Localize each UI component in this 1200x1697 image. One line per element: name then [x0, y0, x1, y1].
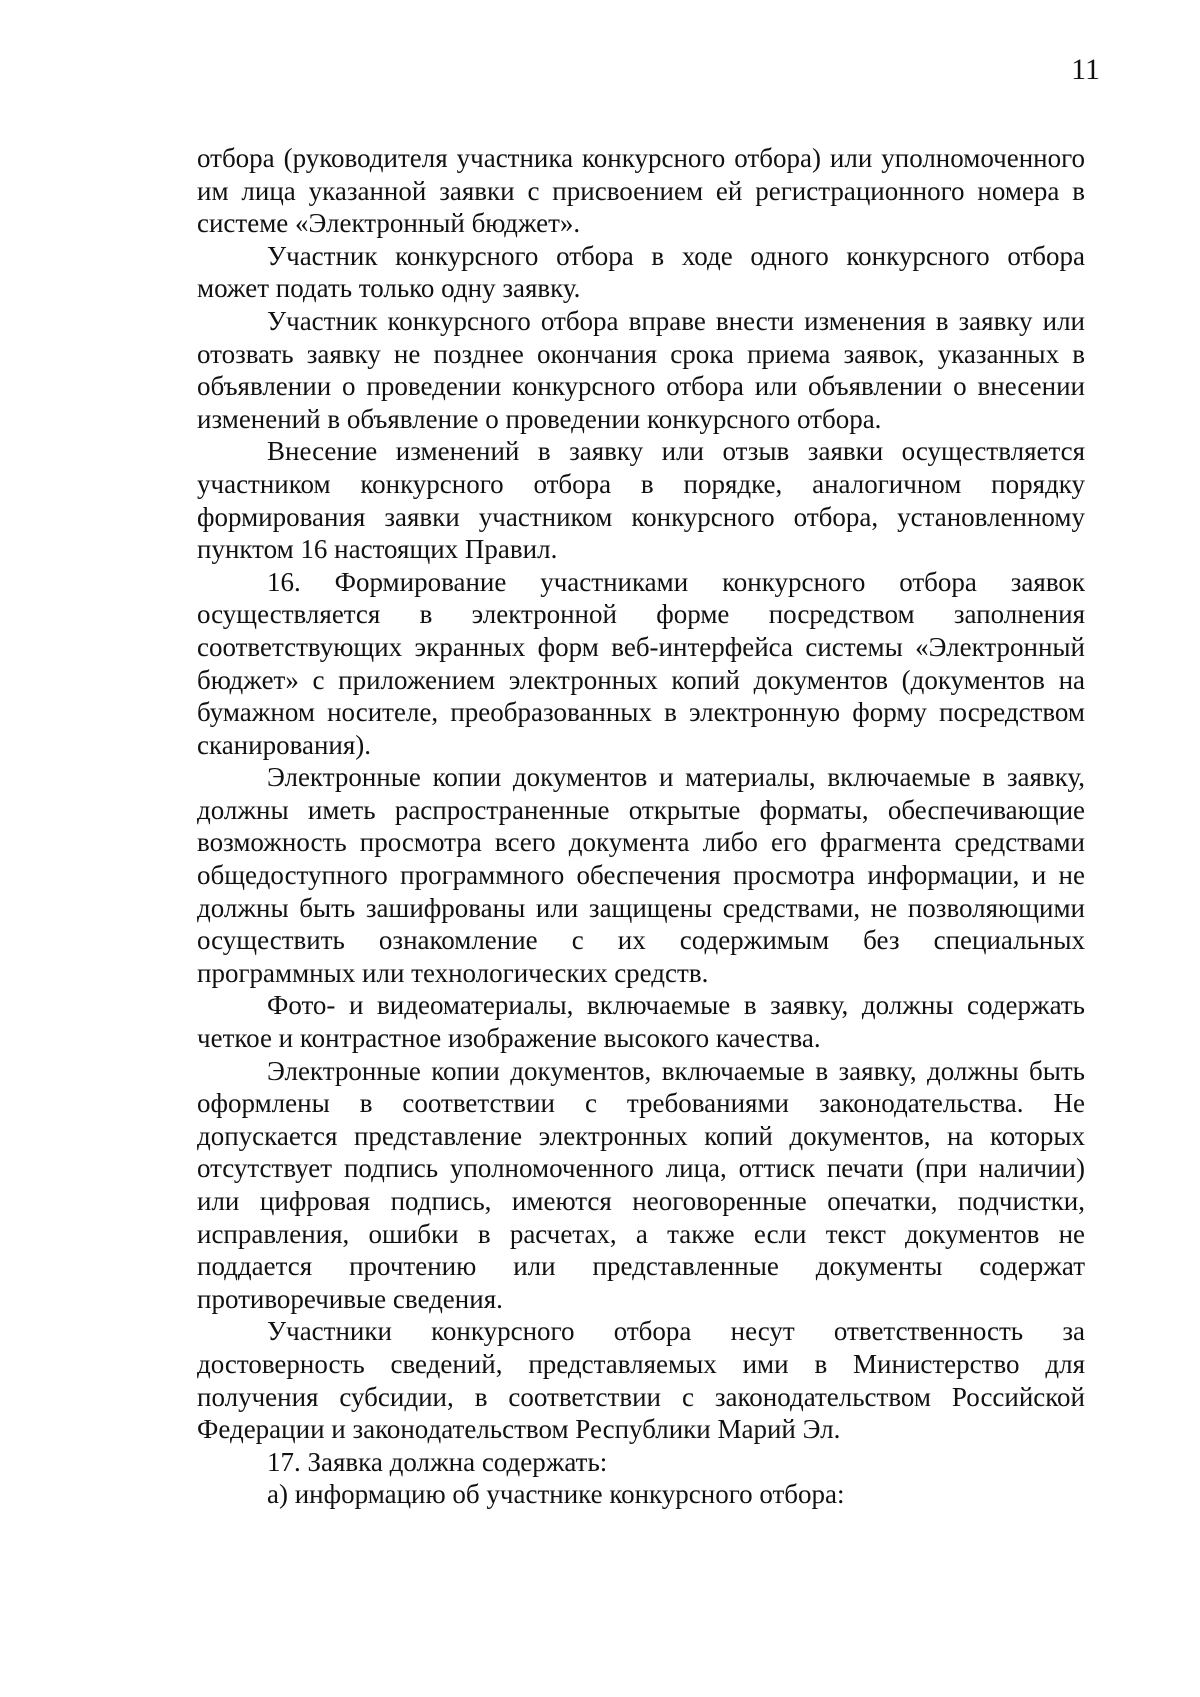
page-number: 11 [1071, 53, 1100, 86]
paragraph-change-procedure: Внесение изменений в заявку или отзыв заявки осуществляется участником конкурсного отбора в порядке, аналогичном порядку формирования заявки участником конкурсного отбора, установленному пунктом 16 настоящих Правил. [197, 436, 1085, 565]
paragraph-change-or-withdraw: Участник конкурсного отбора вправе внести изменения в заявку или отозвать заявку не позднее окончания срока приема заявок, указанных в объявлении о проведении конкурсного отбора или объявлении о внесении изменений в объявление о проведении конкурсного отбора. [197, 305, 1085, 434]
paragraph-item-17: 17. Заявка должна содержать: [267, 1446, 608, 1477]
paragraph-electronic-copies-requirements: Электронные копии документов, включаемые в заявку, должны быть оформлены в соответствии с требованиями законодательства. Не допускается представление электронных копий документов, на которых отсутствует подпись уполномоченного лица, оттиск печати (при наличии) или цифровая подпись, имеются неоговоренные опечатки, подчистки, исправления, ошибки в расчетах, а также если текст документов не поддается прочтению или представленные документы содержат противоречивые сведения. [197, 1055, 1085, 1314]
paragraph-electronic-copies-formats: Электронные копии документов и материалы, включаемые в заявку, должны иметь распространенные открытые форматы, обеспечивающие возможность просмотра всего документа либо его фрагмента средствами общедоступного программного обеспечения просмотра информации, и не должны быть зашифрованы или защищены средствами, не позволяющими осуществить ознакомление с их содержимым без специальных программных или технологических средств. [197, 762, 1085, 988]
paragraph-responsibility: Участники конкурсного отбора несут ответственность за достоверность сведений, представляемых ими в Министерство для получения субсидии, в соответствии с законодательством Российской Федерации и законодательством Республики Марий Эл. [197, 1316, 1085, 1445]
paragraph-item-16: 16. Формирование участниками конкурсного отбора заявок осуществляется в электронной форме посредством заполнения соответствующих экранных форм веб-интерфейса системы «Электронный бюджет» с приложением электронных копий документов (документов на бумажном носителе, преобразованных в электронную форму посредством сканирования). [197, 566, 1085, 760]
paragraph-subitem-a: а) информацию об участнике конкурсного отбора: [267, 1479, 845, 1510]
paragraph-single-application: Участник конкурсного отбора в ходе одного конкурсного отбора может подать только одну заявку. [197, 240, 1085, 304]
paragraph-photo-video: Фото- и видеоматериалы, включаемые в заявку, должны содержать четкое и контрастное изображение высокого качества. [197, 990, 1085, 1054]
document-body [197, 142, 1085, 1511]
paragraph-continuation: отбора (руководителя участника конкурсного отбора) или уполномоченного им лица указанной заявки с присвоением ей регистрационного номера в системе «Электронный бюджет». [197, 143, 1085, 239]
